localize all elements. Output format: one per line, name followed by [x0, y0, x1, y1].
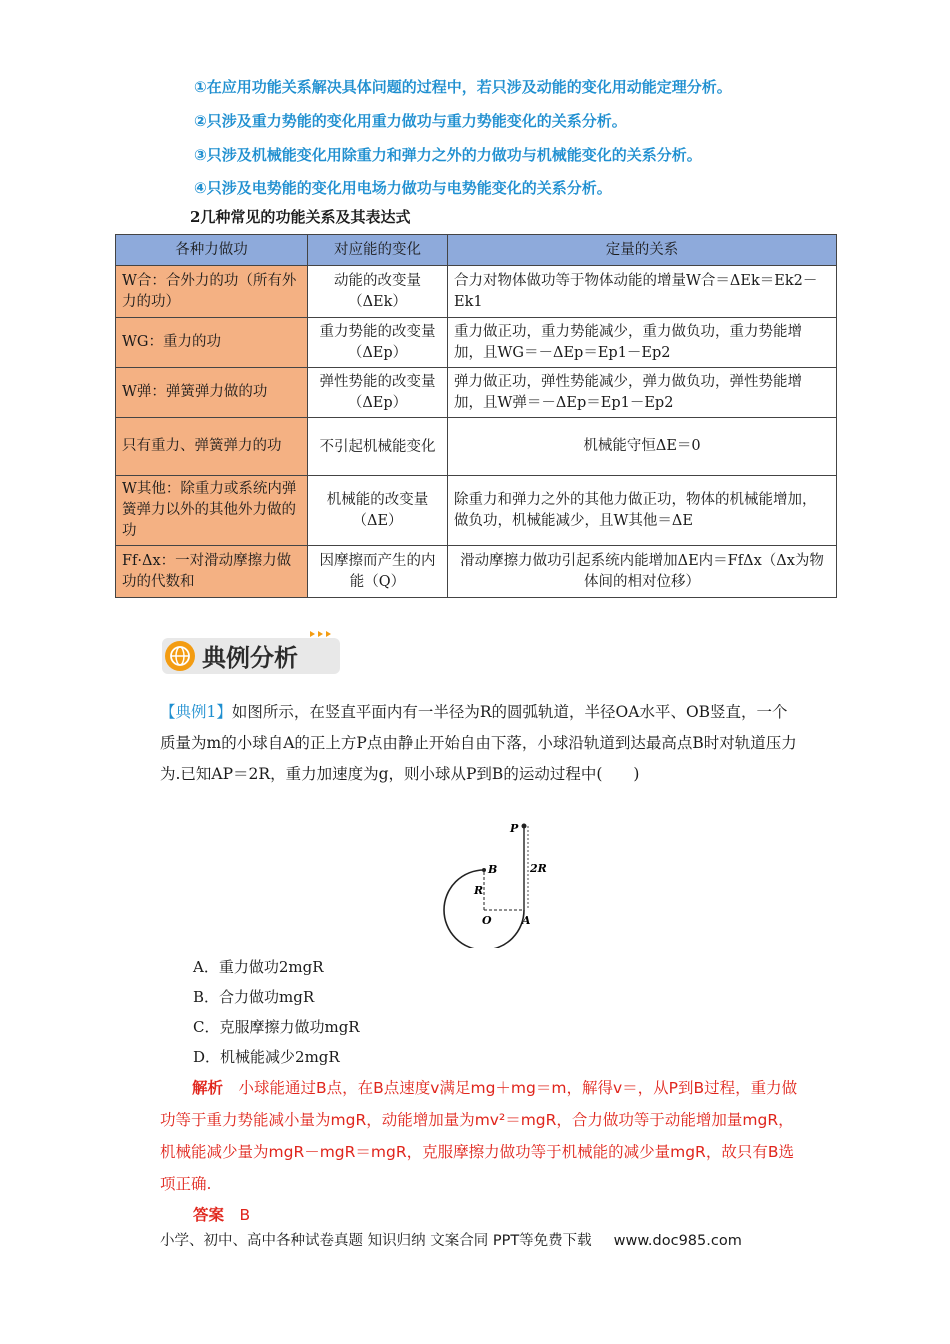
answer [193, 1203, 250, 1225]
header-energy-change: 对应能的变化 [308, 235, 448, 266]
label-2r: 2R [530, 862, 547, 875]
table-row [116, 266, 837, 318]
option-c: C．克服摩擦力做功mgR [193, 1018, 360, 1036]
arrow-icon [318, 631, 323, 637]
footer-url[interactable]: www.doc985.com [613, 1233, 742, 1249]
table-cell: 滑动摩擦力做功引起系统内能增加ΔE内＝FfΔx（Δx为物体间的相对位移） [448, 546, 837, 598]
table-cell: 机械能的改变量（ΔE） [308, 476, 448, 546]
option-a: A．重力做功2mgR [193, 958, 324, 976]
label-r: R [474, 884, 484, 897]
work-energy-table [115, 234, 837, 598]
analysis-text: 小球能通过B点，在B点速度v满足mg＋mg＝m，解得v＝，从P到B过程，重力做功等于重力势能减小量为mgR，动能增加量为mv²＝mgR，合力做功等于动能增加量mgR，机械能减少量为mgR－mgR＝mgR，克服摩擦力做功等于机械能的减少量mgR，故只有B选项正确. [160, 1079, 798, 1193]
label-p: P [510, 822, 519, 835]
section-title: 典例分析 [202, 644, 298, 672]
table-cell: 因摩擦而产生的内能（Q） [308, 546, 448, 598]
table-cell: 除重力和弹力之外的其他力做正功，物体的机械能增加，做负功，机械能减少，且W其他＝ΔE [448, 476, 837, 546]
example-tag: 【典例1】 [160, 703, 232, 721]
table-header-row [116, 235, 837, 266]
label-a: A [522, 914, 531, 927]
analysis [160, 1072, 800, 1200]
table-cell: 不引起机械能变化 [308, 418, 448, 476]
point-1: ①在应用功能关系解决具体问题的过程中，若只涉及动能的变化用动能定理分析。 [194, 78, 732, 96]
point-4: ④只涉及电势能的变化用电场力做功与电势能变化的关系分析。 [194, 179, 612, 197]
table-cell: 动能的改变量（ΔEk） [308, 266, 448, 318]
header-force-work: 各种力做功 [116, 235, 308, 266]
label-b: B [488, 863, 498, 876]
point-3: ③只涉及机械能变化用除重力和弹力之外的力做功与机械能变化的关系分析。 [194, 146, 702, 164]
table-row [116, 418, 837, 476]
ball-marker [522, 824, 527, 829]
option-b: B．合力做功mgR [193, 988, 315, 1006]
table-cell: 弹力做正功，弹性势能减少，弹力做负功，弹性势能增加，且W弹＝－ΔEp＝Ep1－Ep2 [448, 368, 837, 418]
header-quantitative-relation: 定量的关系 [448, 235, 837, 266]
analysis-label: 解析 [192, 1079, 224, 1097]
footer [160, 1229, 742, 1250]
table-cell: 弹性势能的改变量（ΔEp） [308, 368, 448, 418]
table-cell: 重力做正功，重力势能减少，重力做负功，重力势能增加，且WG＝－ΔEp＝Ep1－Ep2 [448, 318, 837, 368]
point-2: ②只涉及重力势能的变化用重力做功与重力势能变化的关系分析。 [194, 112, 627, 130]
answer-value: B [239, 1206, 251, 1224]
table-cell: 重力势能的改变量（ΔEp） [308, 318, 448, 368]
answer-label: 答案 [193, 1206, 225, 1224]
table-cell: 合力对物体做功等于物体动能的增量W合＝ΔEk＝Ek2－Ek1 [448, 266, 837, 318]
table-row [116, 476, 837, 546]
example-problem [160, 697, 800, 790]
example-text: 如图所示，在竖直平面内有一半径为R的圆弧轨道，半径OA水平、OB竖直，一个质量为m的小球自A的正上方P点由静止开始自由下落，小球沿轨道到达最高点B时对轨道压力为.已知AP＝2R，重力加速度为g，则小球从P到B的运动过程中( ) [160, 703, 797, 783]
table-cell: W合：合外力的功（所有外力的功） [116, 266, 308, 318]
arrow-icon [310, 631, 315, 637]
label-o: O [482, 914, 492, 927]
table-cell: WG：重力的功 [116, 318, 308, 368]
table-row [116, 368, 837, 418]
option-d: D．机械能减少2mgR [193, 1048, 340, 1066]
track-diagram [440, 818, 550, 948]
footer-text: 小学、初中、高中各种试卷真题 知识归纳 文案合同 PPT等免费下载 [160, 1233, 592, 1249]
table-cell: W弹：弹簧弹力做的功 [116, 368, 308, 418]
section-banner [160, 628, 350, 676]
table-row [116, 318, 837, 368]
table-cell: W其他：除重力或系统内弹簧弹力以外的其他外力做的功 [116, 476, 308, 546]
table-cell: 机械能守恒ΔE＝0 [448, 418, 837, 476]
table-row [116, 546, 837, 598]
arrow-icon [326, 631, 331, 637]
table-cell: 只有重力、弹簧弹力的功 [116, 418, 308, 476]
table-heading: 2几种常见的功能关系及其表达式 [190, 208, 411, 226]
table-cell: Ff·Δx：一对滑动摩擦力做功的代数和 [116, 546, 308, 598]
